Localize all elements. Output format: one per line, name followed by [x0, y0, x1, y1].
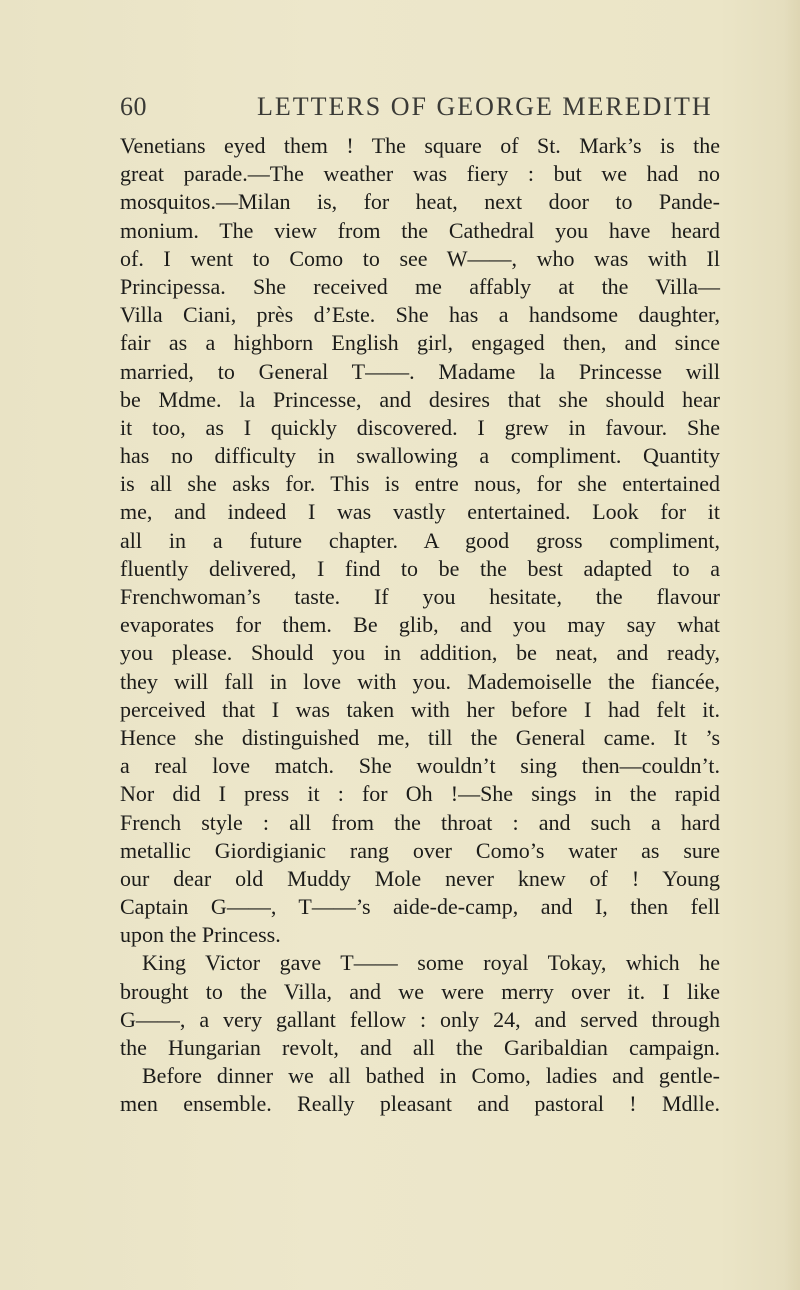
text-line: a real love match. She wouldn’t sing then—couldn’t.: [120, 753, 720, 779]
text-line: has no difficulty in swallowing a compliment. Quantity: [120, 443, 720, 469]
text-line: Venetians eyed them ! The square of St. Mark’s is the: [120, 133, 720, 158]
text-line: Before dinner we all bathed in Como, ladies and gentle-: [142, 1063, 720, 1089]
text-line: be Mdme. la Princesse, and desires that she should hear: [120, 386, 720, 412]
text-line: Villa Ciani, près d’Este. She has a handsome daughter,: [120, 302, 720, 328]
text-line: mosquitos.—Milan is, for heat, next door to Pande-: [120, 189, 720, 215]
page-header: [120, 92, 720, 126]
text-line: is all she asks for. This is entre nous, for she entertained: [120, 471, 720, 497]
text-line: married, to General T——. Madame la Princesse will: [120, 358, 720, 384]
text-line: French style : all from the throat : and such a hard: [120, 809, 720, 835]
text-line: metallic Giordigianic rang over Como’s water as sure: [120, 837, 720, 863]
text-line: Nor did I press it : for Oh !—She sings in the rapid: [120, 781, 720, 807]
text-line: of. I went to Como to see W——, who was with Il: [120, 245, 720, 271]
text-line: Captain G——, T——’s aide-de-camp, and I, then fell: [120, 894, 720, 920]
text-line: perceived that I was taken with her before I had felt it.: [120, 696, 720, 722]
text-line: all in a future chapter. A good gross compliment,: [120, 527, 720, 553]
running-head: LETTERS OF GEORGE MEREDITH: [257, 92, 713, 121]
text-line: King Victor gave T—— some royal Tokay, which he: [142, 950, 720, 976]
text-line: fluently delivered, I find to be the best adapted to a: [120, 555, 720, 581]
text-line: Hence she distinguished me, till the General came. It ’s: [120, 724, 720, 750]
text-line: you please. Should you in addition, be neat, and ready,: [120, 640, 720, 666]
page-number: 60: [120, 92, 147, 121]
text-line: upon the Princess.: [120, 922, 281, 948]
text-line: monium. The view from the Cathedral you have heard: [120, 217, 720, 243]
text-line: our dear old Muddy Mole never knew of ! Young: [120, 865, 720, 891]
body-text: [120, 132, 720, 1119]
text-line: fair as a highborn English girl, engaged then, and since: [120, 330, 720, 356]
text-line: evaporates for them. Be glib, and you may say what: [120, 612, 720, 638]
text-line: the Hungarian revolt, and all the Garibaldian campaign.: [120, 1035, 720, 1060]
text-line: brought to the Villa, and we were merry over it. I like: [120, 978, 720, 1004]
text-line: me, and indeed I was vastly entertained. Look for it: [120, 499, 720, 525]
text-line: Frenchwoman’s taste. If you hesitate, the flavour: [120, 584, 720, 609]
text-line: Principessa. She received me affably at the Villa—: [120, 273, 720, 299]
text-line: they will fall in love with you. Mademoiselle the fiancée,: [120, 668, 720, 694]
text-line: men ensemble. Really pleasant and pastoral ! Mdlle.: [120, 1091, 720, 1117]
text-line: G——, a very gallant fellow : only 24, and served through: [120, 1006, 720, 1032]
page-edge-shadow: [784, 0, 800, 1290]
text-line: great parade.—The weather was fiery : but we had no: [120, 161, 720, 187]
text-line: it too, as I quickly discovered. I grew in favour. She: [120, 414, 720, 440]
